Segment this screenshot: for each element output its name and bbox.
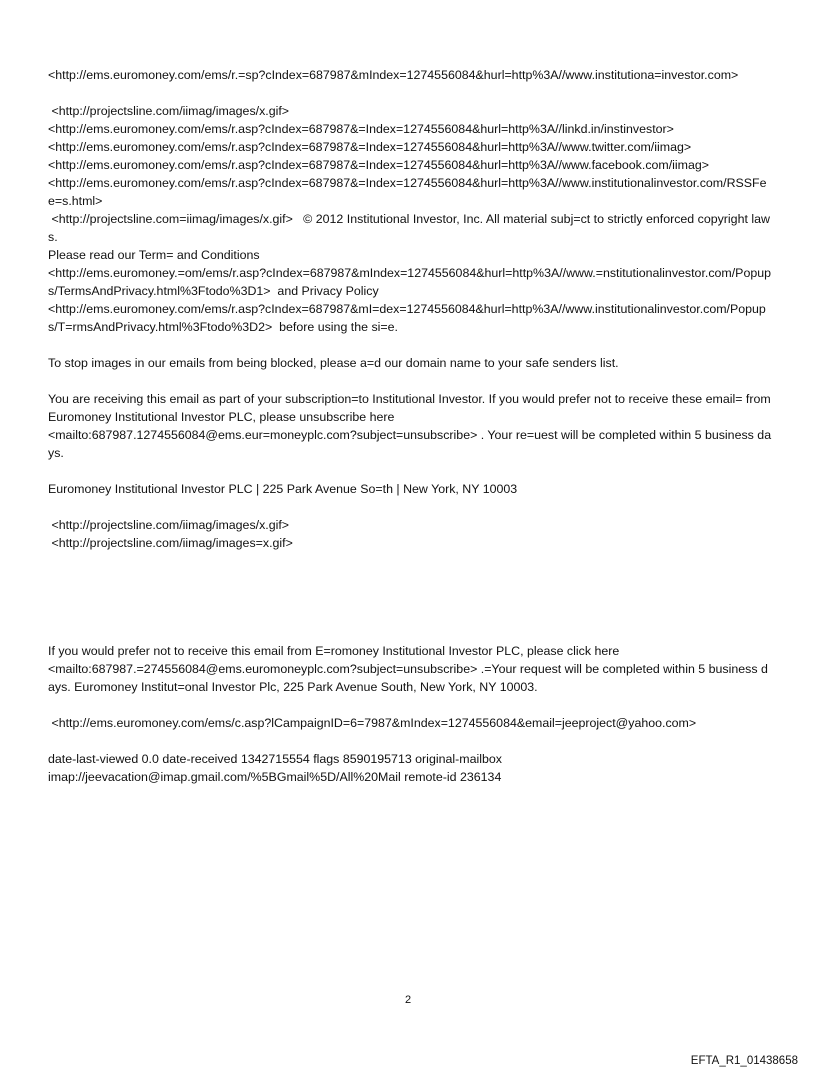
text-line: To stop images in our emails from being blocked, please a=d our domain name to your safe senders list. [48,356,619,370]
text-line: <http://ems.euromoney.com/ems/r.=sp?cIndex=687987&mIndex=1274556084&hurl=http%3A//www.institutiona=investor.com> [48,68,739,82]
metadata-line: imap://jeevacation@imap.gmail.com/%5BGmail%5D/All%20Mail remote-id 236134 [48,770,502,784]
text-line: <http://ems.euromoney.com/ems/r.asp?cIndex=687987&=Index=1274556084&hurl=http%3A//www.twitter.com/iimag> [48,140,692,154]
text-line: <http://projectsline.com/iimag/images/x.gif> [48,104,290,118]
document-id: EFTA_R1_01438658 [690,1055,798,1067]
text-line: <http://ems.euromoney.=om/ems/r.asp?cIndex=687987&mIndex=1274556084&hurl=http%3A//www.=nstitutionalinvestor.com/Popups/TermsAndPrivacy.html%3Ftodo%3D1> and Privacy Policy [48,266,772,298]
text-line: <http://ems.euromoney.com/ems/r.asp?cIndex=687987&mI=dex=1274556084&hurl=http%3A//www.institutionalinvestor.com/Popups/T=rmsAndPrivacy.html%3Ftodo%3D2> before using the si=e. [48,302,766,334]
text-line: <mailto:687987.=274556084@ems.euromoneyplc.com?subject=unsubscribe> .=Your request will be completed within 5 business days. Euromoney Institut=onal Investor Plc, 225 Park Avenue South, New York, NY 10003. [48,662,768,694]
text-line: <http://ems.euromoney.com/ems/c.asp?lCampaignID=6=7987&mIndex=1274556084&email=jeeproject@yahoo.com> [48,716,697,730]
page-number: 2 [404,994,412,1006]
text-line: <http://projectsline.com/iimag/images/x.gif> [48,518,290,532]
metadata-line: date-last-viewed 0.0 date-received 1342715554 flags 8590195713 original-mailbox [48,752,502,766]
subscription-paragraph: You are receiving this email as part of your subscription=to Institutional Investor. If you would prefer not to receive these email= from Euromoney Institutional Investor PLC, please unsubscribe here [48,392,775,424]
unsubscribe-paragraph: If you would prefer not to receive this email from E=romoney Institutional Investor PLC, please click here [48,644,620,658]
text-line: <mailto:687987.1274556084@ems.eur=moneyplc.com?subject=unsubscribe> . Your re=uest will be completed within 5 business days. [48,428,772,460]
text-line: <http://ems.euromoney.com/ems/r.asp?cIndex=687987&=Index=1274556084&hurl=http%3A//linkd.in/instinvestor> [48,122,674,136]
address-line: Euromoney Institutional Investor PLC | 225 Park Avenue So=th | New York, NY 10003 [48,482,518,496]
copyright-line: <http://projectsline.com=iimag/images/x.gif> © 2012 Institutional Investor, Inc. All material subj=ct to strictly enforced copyright laws. [48,212,770,244]
text-line: <http://projectsline.com/iimag/images=x.gif> [48,536,293,550]
email-body [48,66,775,786]
text-line: <http://ems.euromoney.com/ems/r.asp?cIndex=687987&=Index=1274556084&hurl=http%3A//www.facebook.com/iimag> [48,158,710,172]
text-line: <http://ems.euromoney.com/ems/r.asp?cIndex=687987&=Index=1274556084&hurl=http%3A//www.institutionalinvestor.com/RSSFee=s.html> [48,176,767,208]
text-line: Please read our Term= and Conditions [48,248,260,262]
